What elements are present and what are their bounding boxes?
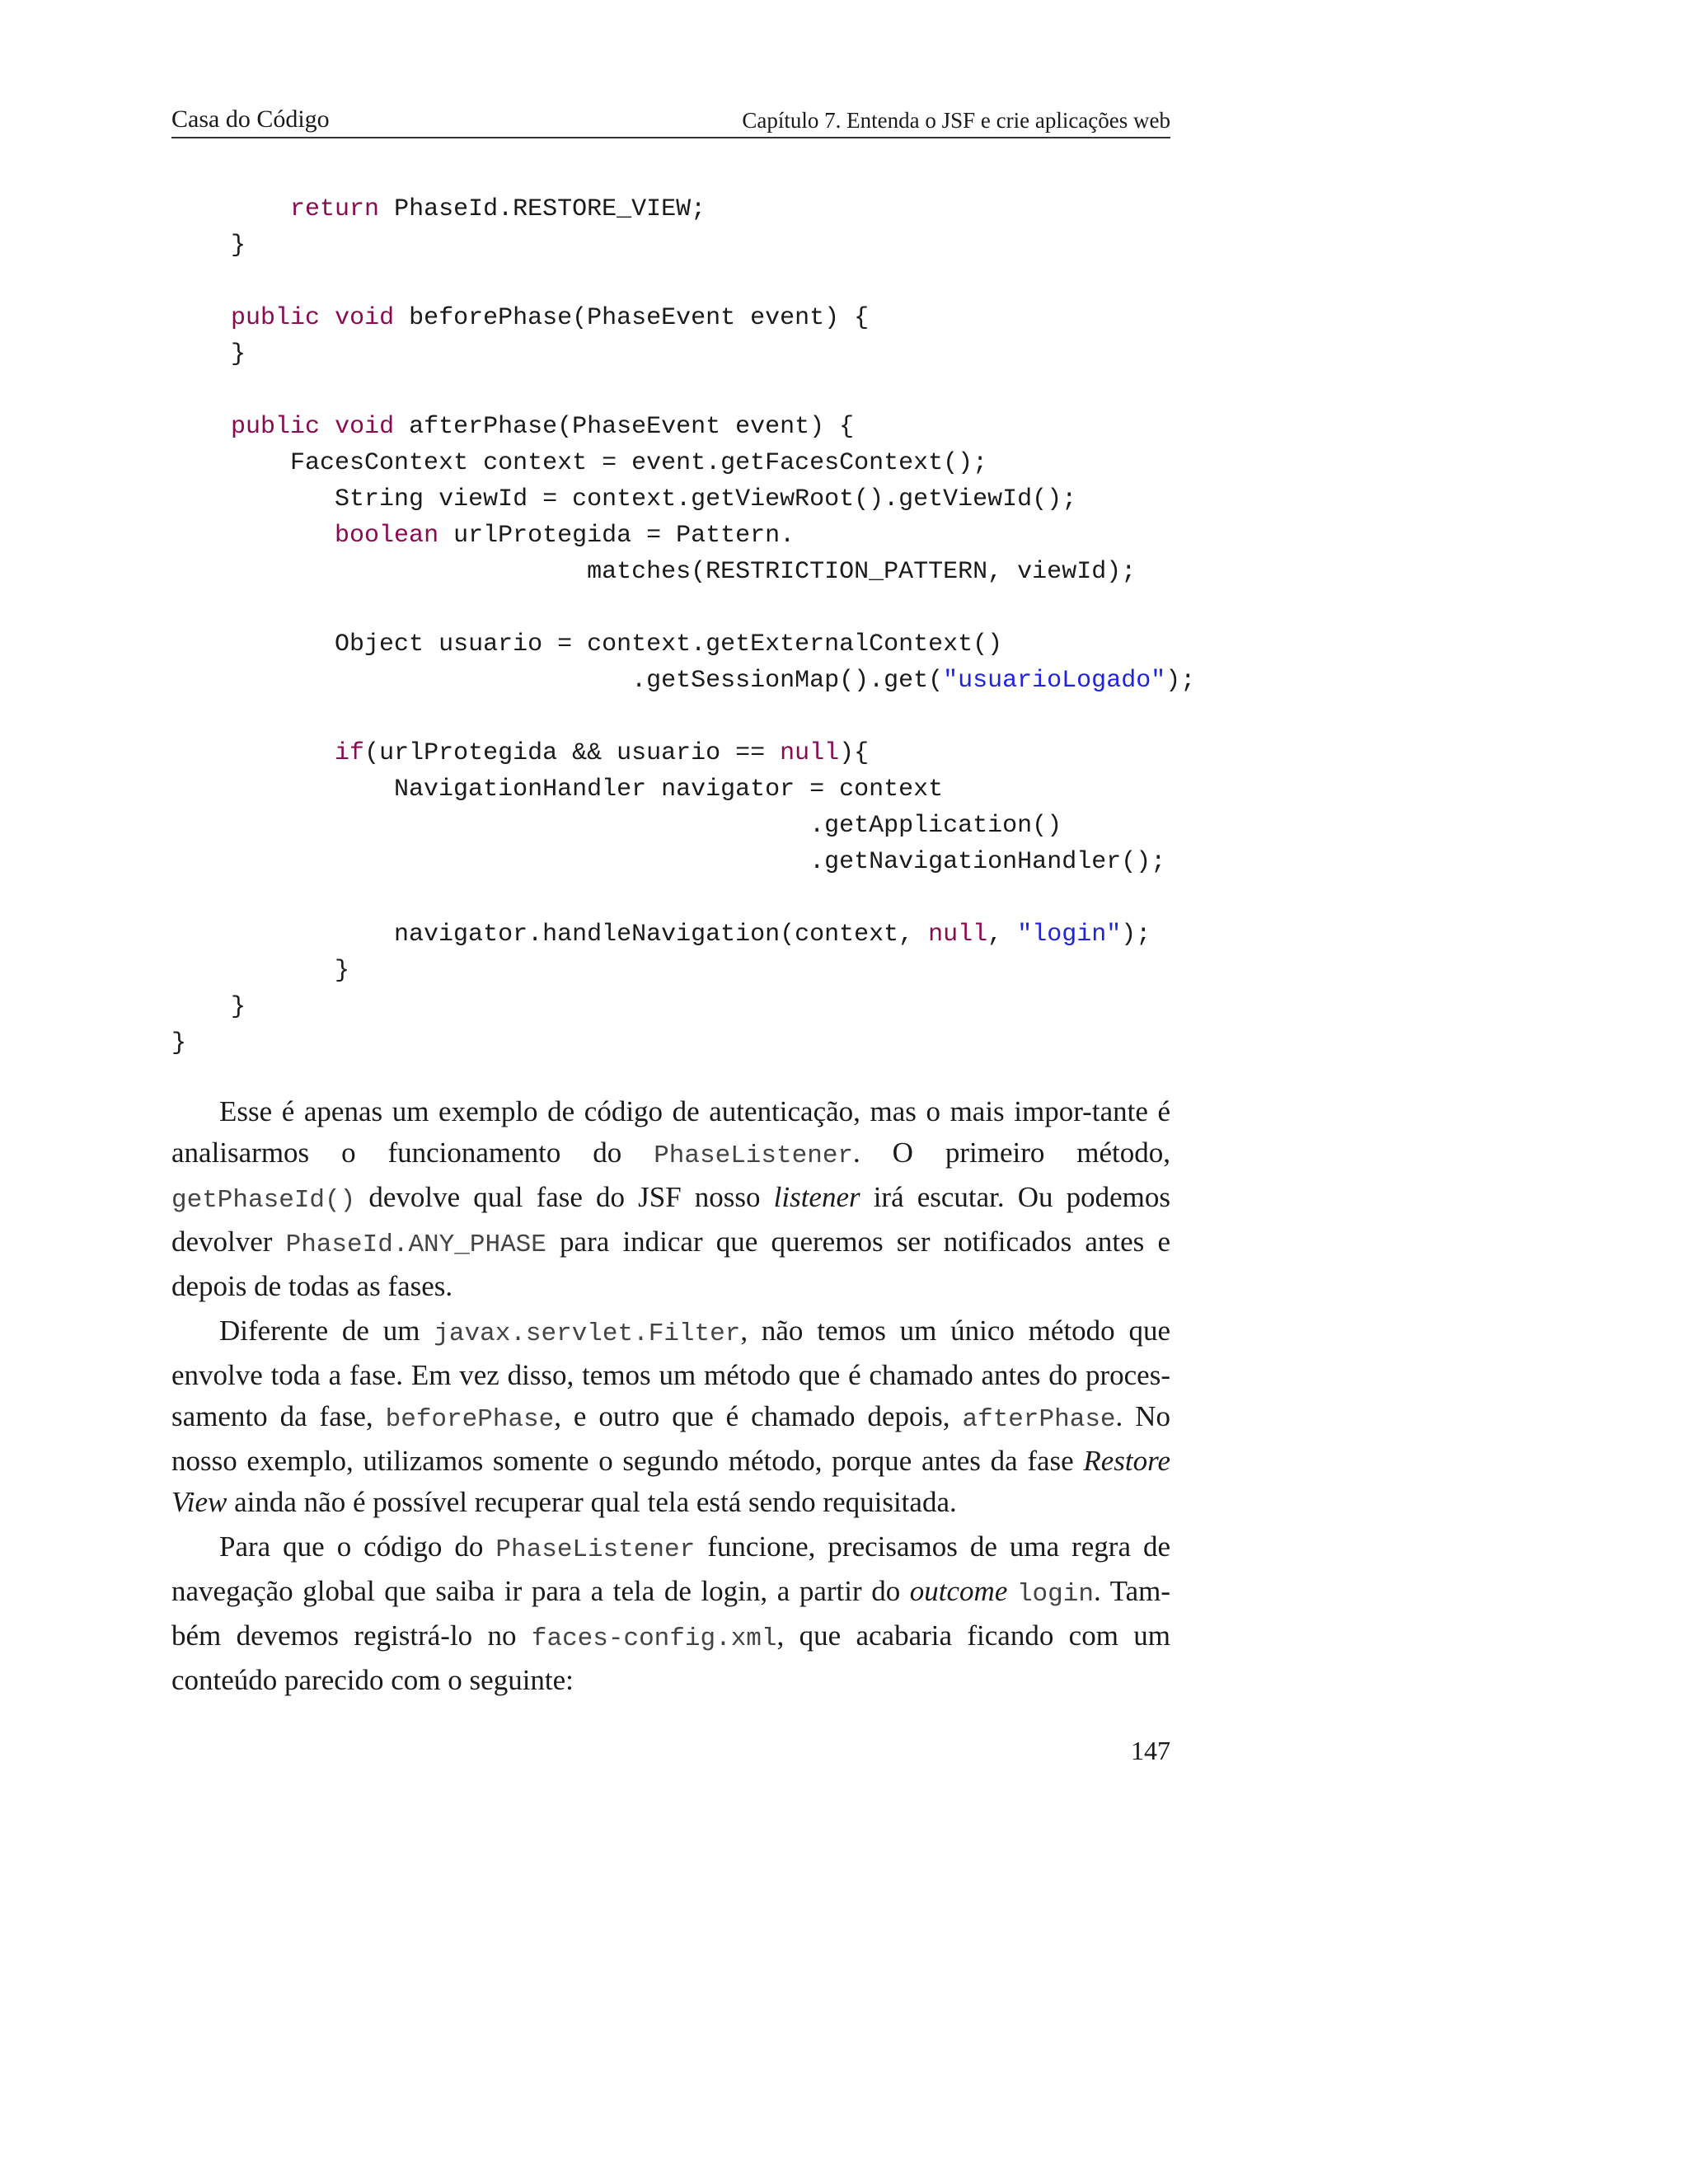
code-line: Object usuario = context.getExternalContext()	[335, 630, 1003, 658]
code-line: public void beforePhase(PhaseEvent event) {	[231, 304, 870, 332]
code-line	[171, 590, 1243, 626]
code-line: if(urlProtegida && usuario == null){	[335, 739, 870, 767]
paragraph: Para que o código do PhaseListener funcione, precisamos de uma regra de navegação global que saiba ir para a tela de login, a partir do outcome login. Tam-bém devemos registrá-lo no faces-config.xml, que acabaria ficando com um conteúdo parecido com o seguinte:	[171, 1530, 1171, 1696]
book-title: Casa do Código	[171, 105, 330, 133]
paragraph: Esse é apenas um exemplo de código de autenticação, mas o mais impor-tante é analisarmos o funcionamento do PhaseListener. O primeiro método, getPhaseId() devolve qual fase do JSF nosso listener irá escutar. Ou podemos devolver PhaseId.ANY_PHASE para indicar que queremos ser notificados antes e depois de todas as fases.	[171, 1095, 1171, 1302]
code-line: NavigationHandler navigator = context	[394, 776, 944, 804]
code-block	[171, 191, 1243, 1062]
code-line: }	[231, 232, 246, 260]
code-line: String viewId = context.getViewRoot().getViewId();	[335, 485, 1077, 513]
code-line: }	[231, 993, 246, 1021]
code-line: }	[231, 340, 246, 368]
body-text	[171, 1091, 1170, 1704]
code-line: public void afterPhase(PhaseEvent event) {	[231, 413, 855, 441]
code-line: FacesContext context = event.getFacesContext();	[290, 449, 988, 477]
code-line: }	[335, 957, 350, 985]
code-line	[171, 699, 1243, 735]
code-line: .getNavigationHandler();	[809, 848, 1166, 876]
running-header	[171, 97, 1170, 138]
code-line: navigator.handleNavigation(context, null, "login");	[394, 921, 1151, 949]
chapter-title: Capítulo 7. Entenda o JSF e crie aplicações web	[742, 108, 1170, 133]
code-line: matches(RESTRICTION_PATTERN, viewId);	[587, 558, 1137, 586]
page-number: 147	[1131, 1736, 1170, 1765]
code-line	[171, 880, 1243, 916]
paragraph: Diferente de um javax.servlet.Filter, não temos um único método que envolve toda a fase. Em vez disso, temos um método que é chamado antes do proces-samento da fase, beforePhase, e outro que é chamado depois, afterPhase. No nosso exemplo, utilizamos somente o segundo método, porque antes da fase Restore View ainda não é possível recuperar qual tela está sendo requisitada.	[171, 1315, 1170, 1518]
code-line: .getSessionMap().get("usuarioLogado");	[631, 667, 1196, 695]
code-line: }	[171, 1029, 187, 1057]
code-line: boolean urlProtegida = Pattern.	[335, 522, 795, 550]
code-line	[171, 373, 1243, 409]
code-line: return PhaseId.RESTORE_VIEW;	[290, 195, 706, 223]
code-line	[171, 264, 1243, 300]
code-line: .getApplication()	[809, 812, 1062, 840]
